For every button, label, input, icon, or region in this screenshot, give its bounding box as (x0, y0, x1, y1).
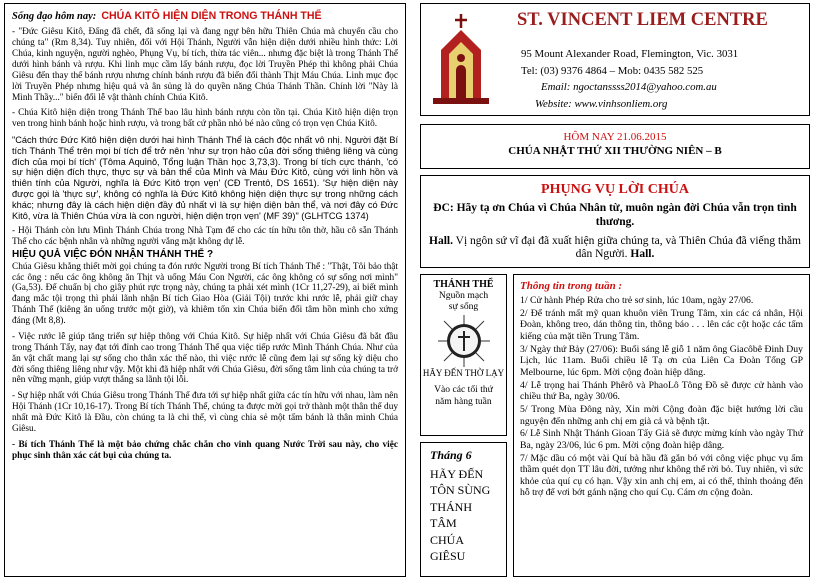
news-item: 2/ Để tránh mất mỹ quan khuôn viên Trung Tâm, xin các cá nhân, Hội Đoàn, không treo, dán thông tin, thông báo . . . lên các cột hoặc các tấm kiếng của mặt tiền Trung Tâm. (520, 307, 803, 343)
reflection-paragraph: Chúa Giêsu khẳng thiết mời gọi chúng ta đón rước Người trong Bí tích Thánh Thể : "Thật, Tôi bảo thật các ông : nếu các ông không ăn Thịt và uống Máu Con Người, các ông không có sự sống nơi mình" (Ga,53). Để chuẩn bị cho giây phút rực trọng này, chúng ta phải xét mình (1Cr 11,27-29), ai biết mình đang mắc tội trọng thì phải lãnh nhận Bí tích Giao Hòa (Giải Tội) trước khi rước lễ, phải giữ chay Thánh Thể (kiêng ăn uống trước một giờ), và khiêm tốn xin Chúa biến đổi tâm hồn mình cho xứng đáng (Mt 8,8). (12, 261, 398, 327)
centre-website[interactable]: Website: www.vinhsonliem.org (535, 98, 668, 111)
sacred-heart-box (420, 442, 507, 577)
devotion-line: GIÊSU (430, 549, 466, 564)
news-item: 7/ Mặc dầu có một vài Quí bà hầu đã gắn bó với công việc phục vụ ẩm thầm quét dọn TT lâu đời, tưởng như không thể rời bỏ. Tuy nhiên, vì sức khỏe của quí cụ có hạn. Vậy xin anh chị em, ai có thể, thỉnh thoảng đến hỗ trợ để vơi bớt gánh nặng cho quí Cụ. Cám ơn cộng đoàn. (520, 452, 803, 499)
reflection-paragraph: - "Đức Giêsu Kitô, Đấng đã chết, đã sống lại và đang ngự bên hữu Thiên Chúa mà chuyển cầu cho chúng ta" (Rm 8,34). Tuy nhiên, đối với Hội Thánh, Người vẫn hiện diện dưới nhiều hình thức: Lời Chúa, kinh nguyện, người nghèo, Phụng Vụ, bí tích, thừa tác viên... nhưng đặc biệt là trong Thánh Thể dưới hình bánh và rượu. Khi linh mục cầm lấy bánh rượu, đọc lời Truyền Phép thì không phải Chúa Giêsu đến thay thế bánh rượu nhưng chính bánh rượu đã biến đổi thành Thịt Máu Chúa. Linh mục đọc lời Truyền Phép nhưng hiệu quả và ân sủng là do quyền năng Chúa Thánh Thần. Chính lời "Này là Mình Thầy..." biến đổi lễ vật thành chính Chúa Kitô. (12, 27, 398, 103)
devotion-line: HÃY ĐẾN (430, 466, 484, 481)
centre-email[interactable]: Email: ngoctanssss2014@yahoo.com.au (541, 81, 717, 94)
news-title: Thông tin trong tuần : (520, 280, 623, 292)
news-item: 4/ Lễ trọng hai Thánh Phêrô và PhaoLô Tông Đồ sẽ được cử hành vào chiều thứ Ba, ngày 30/06. (520, 379, 803, 403)
liturgical-sunday: CHÚA NHẬT THỨ XII THƯỜNG NIÊN – B (508, 145, 722, 157)
alleluia-text: Vị ngôn sứ vĩ đại đã xuất hiện giữa chúng ta, và Thiên Chúa đã viếng thăm dân Người. (455, 234, 801, 261)
devotion-line: THÁNH (430, 499, 472, 514)
news-item: 5/ Trong Mùa Đông này, Xin mời Cộng đoàn đặc biệt hướng lời cầu nguyện đến những anh chị em già cả và bệnh tật. (520, 403, 803, 427)
date-box (420, 124, 810, 169)
liturgy-box (420, 175, 810, 268)
responsorial-psalm: ĐC: Hãy tạ ơn Chúa vì Chúa Nhân từ, muôn ngàn đời Chúa vẫn trọn tình thương. (433, 202, 797, 228)
reflection-title: CHÚA KITÔ HIỆN DIỆN TRONG THÁNH THỂ (101, 10, 322, 22)
centre-header (420, 3, 810, 116)
church-logo-icon (427, 10, 495, 108)
devotion-line: CHÚA (430, 532, 465, 547)
centre-contact (521, 46, 738, 113)
reflection-paragraph: - Sự hiệp nhất với Chúa Giêsu trong Thánh Thể đưa tới sự hiệp nhất giữa các tín hữu với nhau, làm nên Hội Thánh (1Cr 10,16-17). Trong Bí tích Thánh Thể, chúng ta được mời gọi trở thành một thân thể duy nhất mà Đức Kitô là Đầu, còn chúng ta là chi thể, vì cùng chia sẻ một tấm bánh là thân mình Chúa Giêsu. (12, 391, 398, 434)
adoration-box (420, 274, 507, 436)
reflection-heading (12, 10, 398, 23)
reflection-subheading: HIỆU QUẢ VIỆC ĐÓN NHẬN THÁNH THỂ ? (12, 249, 214, 261)
reflection-paragraph: - Hội Thánh còn lưu Mình Thánh Chúa trong Nhà Tạm để cho các tín hữu tôn thờ, hầu cô sẵn Thánh Thể cho các bệnh nhân và những người vắng mặt không dự lễ. (12, 226, 398, 248)
adoration-line: sự sống (448, 301, 479, 312)
reflection-paragraph: - Bí tích Thánh Thể là một bảo chứng chắc chắn cho vinh quang Nước Trời sau này, cho việc phục sinh thân xác cát bụi của chúng ta. (12, 439, 398, 461)
alleluia-end: Hall. (630, 248, 655, 261)
reflection-paragraph: - Việc rước lễ giúp tăng triển sự hiệp thông với Chúa Kitô. Sự hiệp nhất với Chúa Giêsu đã bắt đầu trong Thánh Tẩy, nay đạt tới đỉnh cao trong Thánh Thể qua việc tiếp rước Mình Thánh Chúa. Như của ăn vật chất mang lại sự sống cho thân xác thế nào, thì việc rước lễ cũng đem lại sự sống kỳ diệu cho đời sống thiêng liêng như vậy. Một khi đã hiệp nhất với Chúa Giêsu, đời sống tâm linh của chúng ta trở nên vững mạnh, giúp vượt thắng sa lãnh tội lỗi. (12, 331, 398, 386)
adoration-title: THÁNH THỂ (433, 279, 494, 290)
adoration-schedule: Vào các tối thứ năm hàng tuần (434, 383, 493, 407)
alleluia-verse (429, 235, 801, 263)
devotion-line: TÔN SÙNG (430, 483, 491, 498)
eucharist-host-icon (438, 315, 490, 367)
alleluia-label: Hall. (429, 234, 453, 247)
reflection-quote: "Cách thức Đức Kitô hiện diện dưới hai hình Thánh Thể là cách độc nhất vô nhị. Người đặt Bí tích Thánh Thể trên mọi bí tích để trở nên 'như sự trọn hảo của đời sống thiêng liêng và cùng đích của mọi bí tích' (Tôma Aquinô, Tổng luận Thần học 3,73,3). Trong bí tích cực thánh, 'có sự hiện diện đích thực, thực sự và bản thể của Mình và Máu Đức Kitô, cùng với linh hồn và thiên tính của Người, nghĩa là Đức Kitô trọn vẹn' (CĐ Trentô, DS 1651). 'Sự hiện diện này được gọi là 'thực sự', không có nghĩa là Đức Kitô không hiện diện thực sự trong những cách khác; nhưng đây là cách hiện diện đầy đủ nhất vì là sự hiện diện bản thể, và nơi đây có Đức Kitô, vừa là Thiên Chúa vừa là con người, hiện diện trọn vẹn' (MF 39)" (GLHTCG 1374) (12, 135, 398, 221)
news-item: 6/ Lễ Sinh Nhật Thánh Gioan Tẩy Giả sẽ được mừng kính vào ngày Thứ Ba, ngày 23/06, lúc 6 pm. Mời cộng đoàn hiệp dâng. (520, 428, 803, 451)
reflection-label: Sống đạo hôm nay: (12, 11, 97, 22)
centre-address: 95 Mount Alexander Road, Flemington, Vic. 3031 (521, 48, 739, 60)
centre-title: ST. VINCENT LIEM CENTRE (517, 10, 768, 30)
news-item: 1/ Cử hành Phép Rửa cho trẻ sơ sinh, lúc 10am, ngày 27/06. (520, 295, 754, 307)
reflection-column (4, 3, 406, 577)
adoration-line: Nguồn mạch (438, 290, 489, 301)
weekly-news-box (513, 274, 810, 577)
devotion-line: TÂM (430, 516, 457, 531)
today-date: HÔM NAY 21.06.2015 (563, 131, 667, 143)
reflection-paragraph: - Chúa Kitô hiện diện trong Thánh Thể bao lâu hình bánh rượu còn tồn tại. Chúa Kitô hiện diện trọn ven trong hình bánh hoặc hình rượu, và trong bất cứ phần nhỏ bé nào cũng có trọn vẹn Chúa Kitô. (12, 108, 398, 130)
liturgy-title: PHỤNG VỤ LỜI CHÚA (541, 182, 689, 197)
month-label: Tháng 6 (430, 448, 472, 462)
adoration-invite: HÃY ĐẾN THỜ LẠY (422, 368, 505, 378)
news-item: 3/ Ngày thứ Bảy (27/06): Buổi sáng lễ giỗ 1 năm ông Giacôbê Đinh Duy Lịch, lúc 11am. Buổi chiều lễ Tạ ơn của Liên Ca Đoàn Tổng GP Melbourne, lúc 6pm. Mời cộng đoàn hiệp dâng. (520, 343, 803, 379)
centre-phone: Tel: (03) 9376 4864 – Mob: 0435 582 525 (521, 64, 704, 77)
